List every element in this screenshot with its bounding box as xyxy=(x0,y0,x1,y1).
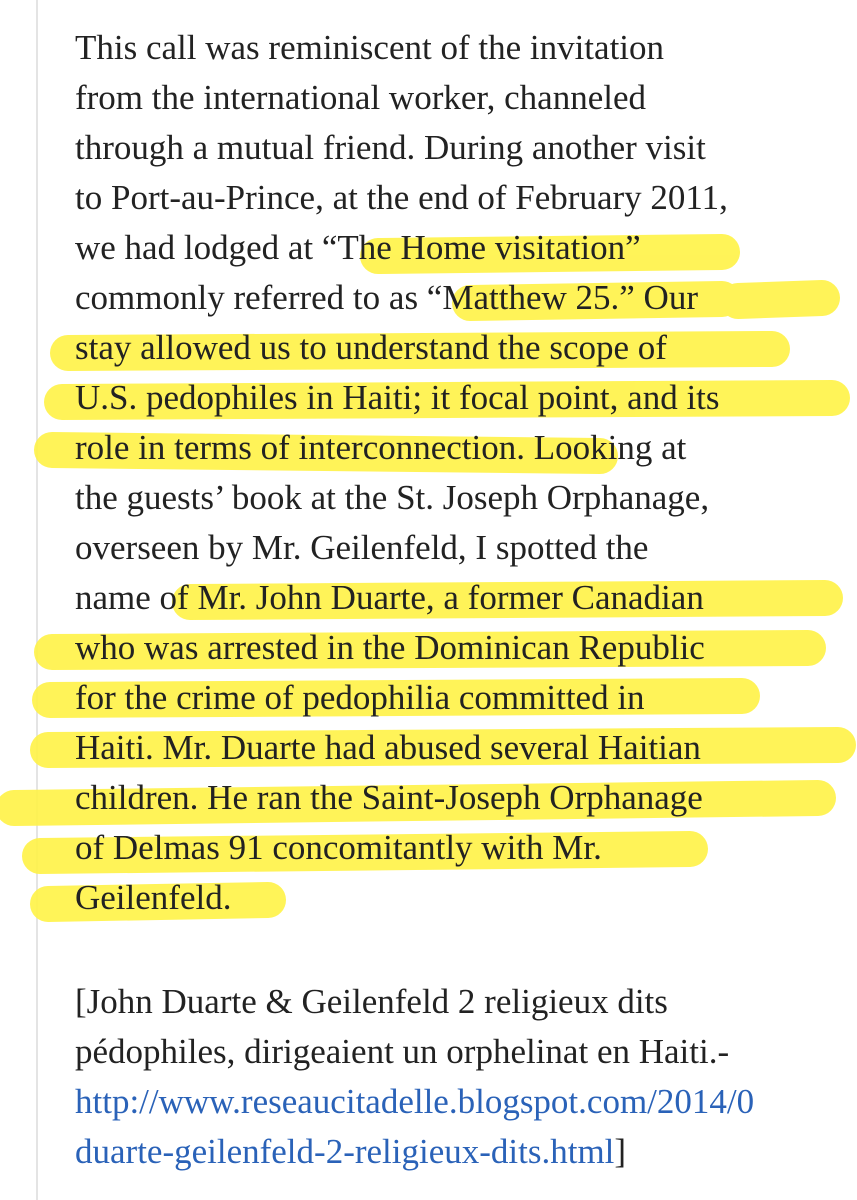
text-line: of Delmas 91 concomitantly with Mr. xyxy=(75,828,602,867)
text-line: name of Mr. John Duarte, a former Canadian xyxy=(75,578,704,617)
text-line: This call was reminiscent of the invitation xyxy=(75,28,665,67)
text-line: we had lodged at “The Home visitation” xyxy=(75,228,641,267)
text-line: stay allowed us to understand the scope of xyxy=(75,328,667,367)
text-line: [John Duarte & Geilenfeld 2 religieux dits xyxy=(75,982,668,1021)
text-line: overseen by Mr. Geilenfeld, I spotted the xyxy=(75,528,649,567)
text-line: the guests’ book at the St. Joseph Orphanage, xyxy=(75,478,710,517)
text-line: through a mutual friend. During another visit xyxy=(75,128,706,167)
text-line: Geilenfeld. xyxy=(75,878,232,917)
text-line: U.S. pedophiles in Haiti; it focal point, and its xyxy=(75,378,720,417)
closing-bracket: ] xyxy=(614,1132,627,1171)
reference-link[interactable]: duarte-geilenfeld-2-religieux-dits.html xyxy=(75,1132,615,1171)
text-line: to Port-au-Prince, at the end of February 2011, xyxy=(75,178,728,217)
text-line: commonly referred to as “Matthew 25.” Our xyxy=(75,278,698,317)
text-line: from the international worker, channeled xyxy=(75,78,647,117)
reference-link-continued xyxy=(75,1132,626,1172)
text-line: who was arrested in the Dominican Republic xyxy=(75,628,705,667)
text-line: pédophiles, dirigeaient un orphelinat en Haiti.- xyxy=(75,1032,730,1071)
text-line: role in terms of interconnection. Looking at xyxy=(75,428,687,467)
text-line: for the crime of pedophilia committed in xyxy=(75,678,645,717)
reference-link[interactable]: http://www.reseaucitadelle.blogspot.com/2014/0 xyxy=(75,1082,755,1121)
text-line: Haiti. Mr. Duarte had abused several Haitian xyxy=(75,728,701,767)
text-line: children. He ran the Saint-Joseph Orphanage xyxy=(75,778,703,817)
